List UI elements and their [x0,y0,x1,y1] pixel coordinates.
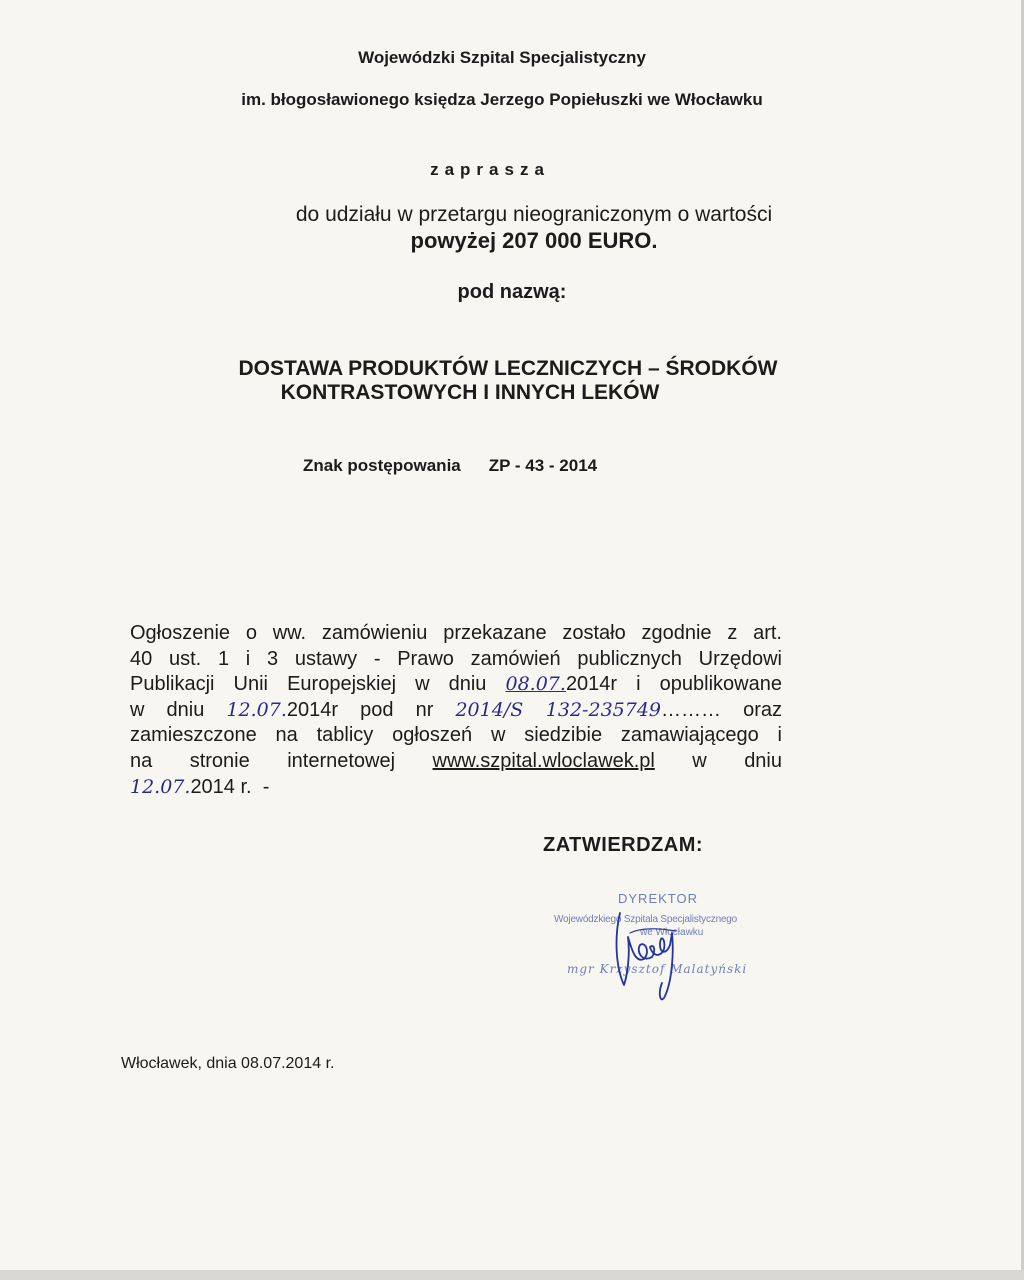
page-bottom-shadow [0,1270,1024,1280]
notice-text: 2014r i opublikowane [565,673,782,696]
stamp-organization: Wojewódzkiego Szpitala Specjalistycznego [554,914,738,925]
handwritten-publication-number: 2014/S 132-235749 [455,698,662,721]
notice-text: na stronie internetowej [130,749,396,772]
notice-text: ……… oraz [661,698,783,721]
notice-text: Publikacji Unii Europejskiej w dniu [130,673,487,696]
approval-label: ZATWIERDZAM: [543,834,704,856]
invites-text: zaprasza [430,160,550,179]
stamp-title: DYREKTOR [618,891,698,906]
notice-text: w dniu [130,698,205,721]
case-reference [303,456,597,476]
notice-line: zamieszczone na tablicy ogłoszeń w siedzibie zamawiającego i [130,724,782,747]
stamp-director-name: mgr Krzysztof Malatyński [567,962,748,976]
hospital-patron: im. błogosławionego księdza Jerzego Popiełuszki we Włocławku [241,90,763,109]
notice-line [130,698,782,724]
place-and-date: Włocławek, dnia 08.07.2014 r. [121,1055,335,1072]
handwritten-date-sent: 08.07. [505,673,566,696]
publication-notice [130,621,782,800]
notice-line: Ogłoszenie o ww. zamówieniu przekazane zostało zgodnie z art. [130,622,782,644]
tender-subject-line2: KONTRASTOWYCH I INNYCH LEKÓW [280,381,660,404]
case-number: ZP - 43 - 2014 [488,456,598,475]
tender-intro: do udziału w przetargu nieograniczonym o wartości [295,203,773,226]
notice-line [130,749,782,775]
notice-line [130,775,782,801]
website-link[interactable]: www.szpital.wloclawek.pl [432,749,655,772]
notice-text: w dniu [692,749,782,772]
director-signature [606,893,696,1003]
under-name-label: pod nazwą: [457,281,567,303]
stamp-city: we Włocławku [640,927,704,938]
notice-text: 2014r pod nr [286,698,434,721]
handwritten-date-published: 12.07. [226,698,287,721]
case-label: Znak postępowania [303,456,461,475]
tender-value: powyżej 207 000 EURO. [410,228,658,253]
notice-line: 40 ust. 1 i 3 ustawy - Prawo zamówień publicznych Urzędowi [130,647,782,670]
notice-text: 2014 r. [190,775,252,798]
notice-line [130,672,782,698]
trailing-mark: - [262,775,270,798]
tender-subject-line1: DOSTAWA PRODUKTÓW LECZNICZYCH – ŚRODKÓW [238,357,778,380]
hospital-name: Wojewódzki Szpital Specjalistyczny [358,48,646,67]
handwritten-date-posted: 12.07. [130,775,191,798]
